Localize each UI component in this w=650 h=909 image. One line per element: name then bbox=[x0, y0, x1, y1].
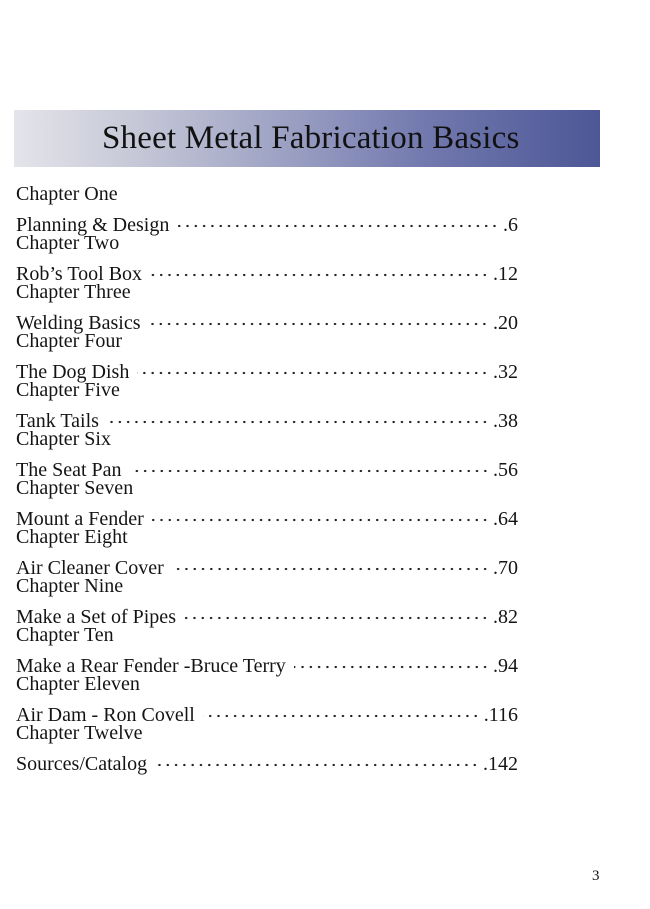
dot-leader bbox=[148, 305, 489, 330]
toc-entry[interactable] bbox=[16, 207, 518, 236]
dot-leader bbox=[152, 501, 489, 526]
toc-entry[interactable] bbox=[16, 501, 518, 530]
title-banner bbox=[14, 110, 600, 167]
toc-entry[interactable] bbox=[16, 746, 518, 775]
dot-leader bbox=[294, 648, 489, 673]
entry-page: .12 bbox=[493, 263, 518, 285]
toc-entry[interactable] bbox=[16, 452, 518, 481]
entry-title: Air Dam - Ron Covell bbox=[16, 704, 195, 726]
page-number: 3 bbox=[592, 868, 600, 884]
page-title: Sheet Metal Fabrication Basics bbox=[102, 120, 520, 156]
entry-page: .82 bbox=[493, 606, 518, 628]
dot-leader bbox=[172, 550, 489, 575]
dot-leader bbox=[107, 403, 489, 428]
entry-title: Tank Tails bbox=[16, 410, 99, 432]
dot-leader bbox=[184, 599, 489, 624]
chapter-label: Chapter Five bbox=[16, 379, 120, 401]
chapter-label: Chapter Twelve bbox=[16, 722, 143, 744]
chapter-label: Chapter Six bbox=[16, 428, 111, 450]
entry-title: The Dog Dish bbox=[16, 361, 130, 383]
dot-leader bbox=[137, 354, 489, 379]
chapter-label: Chapter Two bbox=[16, 232, 120, 254]
dot-leader bbox=[203, 697, 480, 722]
entry-page: .70 bbox=[493, 557, 518, 579]
dot-leader bbox=[177, 207, 499, 232]
entry-title: Rob’s Tool Box bbox=[16, 263, 143, 285]
chapter-label: Chapter Seven bbox=[16, 477, 134, 499]
entry-title: Sources/Catalog bbox=[16, 753, 148, 775]
chapter-label: Chapter Four bbox=[16, 330, 123, 352]
entry-page: .20 bbox=[493, 312, 518, 334]
entry-title: Make a Rear Fender -Bruce Terry bbox=[16, 655, 286, 677]
dot-leader bbox=[130, 452, 489, 477]
entry-title: Planning & Design bbox=[16, 214, 170, 236]
entry-title: The Seat Pan bbox=[16, 459, 122, 481]
entry-page: .64 bbox=[493, 508, 518, 530]
chapter-label: Chapter Ten bbox=[16, 624, 114, 646]
entry-title: Air Cleaner Cover bbox=[16, 557, 164, 579]
toc-entry[interactable] bbox=[16, 305, 518, 334]
chapter-label: Chapter Nine bbox=[16, 575, 124, 597]
chapter-label: Chapter Eleven bbox=[16, 673, 140, 695]
entry-page: .38 bbox=[493, 410, 518, 432]
entry-page: .56 bbox=[493, 459, 518, 481]
toc-entry[interactable] bbox=[16, 648, 518, 677]
toc-entry[interactable] bbox=[16, 599, 518, 628]
toc-entry[interactable] bbox=[16, 697, 518, 726]
entry-page: .94 bbox=[493, 655, 518, 677]
toc-entry[interactable] bbox=[16, 354, 518, 383]
entry-title: Make a Set of Pipes bbox=[16, 606, 176, 628]
toc-entry[interactable] bbox=[16, 550, 518, 579]
toc-entry[interactable] bbox=[16, 256, 518, 285]
entry-page: .32 bbox=[493, 361, 518, 383]
chapter-label: Chapter Eight bbox=[16, 526, 128, 548]
entry-title: Welding Basics bbox=[16, 312, 141, 334]
entry-page: .116 bbox=[483, 704, 518, 726]
toc-entry[interactable] bbox=[16, 403, 518, 432]
chapter-label: Chapter One bbox=[16, 183, 118, 205]
entry-title: Mount a Fender bbox=[16, 508, 144, 530]
dot-leader bbox=[150, 256, 489, 281]
chapter-label: Chapter Three bbox=[16, 281, 131, 303]
dot-leader bbox=[155, 746, 479, 771]
table-of-contents bbox=[16, 182, 518, 775]
entry-page: .6 bbox=[503, 214, 518, 236]
entry-page: .142 bbox=[483, 753, 518, 775]
